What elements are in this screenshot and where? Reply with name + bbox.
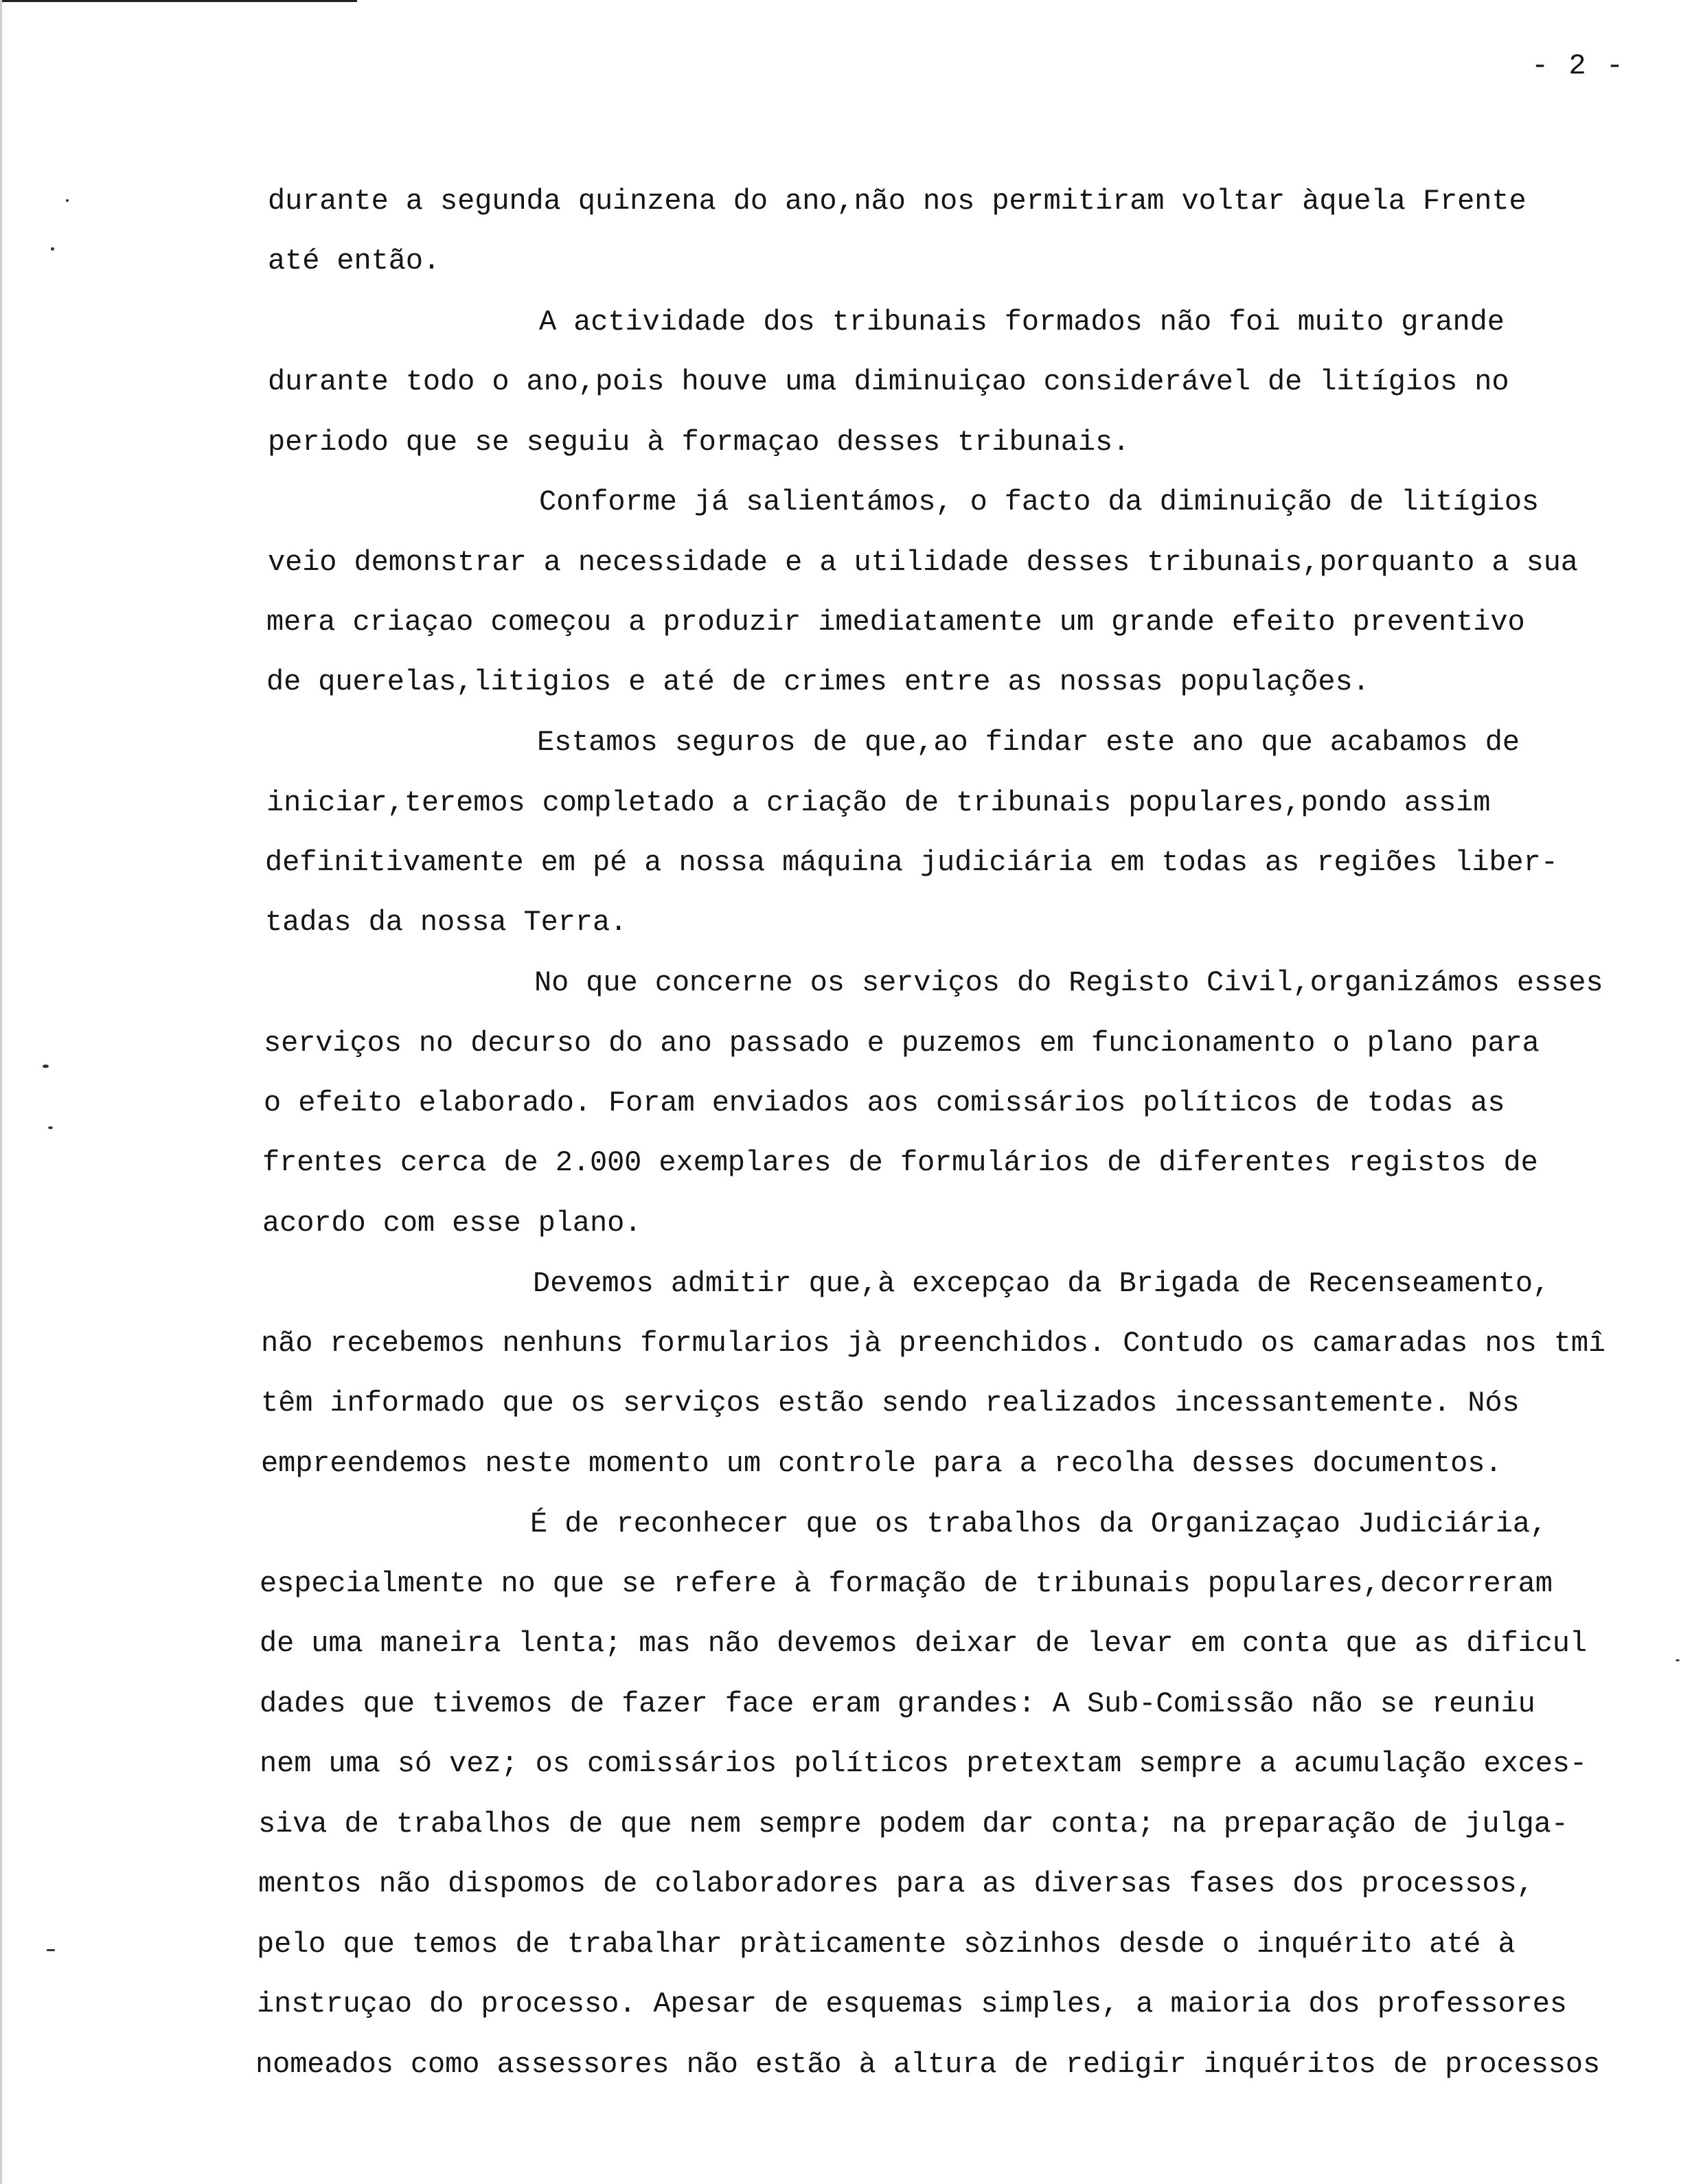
text-line: nomeados como assessores não estão à altura de redigir inquéritos de processos [255,2048,1601,2081]
paragraph-first-line: Conforme já salientámos, o facto da diminuição de litígios [539,486,1540,519]
paragraph-first-line: Estamos seguros de que,ao findar este ano que acabamos de [537,726,1520,759]
left-edge-rule [0,0,2,2184]
paragraph-first-line: No que concerne os serviços do Registo Civil,organizámos esses [534,966,1603,999]
text-line: periodo que se seguiu à formaçao desses tribunais. [268,426,1130,459]
text-line: iniciar,teremos completado a criação de tribunais populares,pondo assim [266,786,1491,819]
text-line: de querelas,litigios e até de crimes entre as nossas populações. [266,666,1370,698]
page-number: - 2 - [1531,49,1625,82]
top-edge-rule [0,0,357,2]
text-line: nem uma só vez; os comissários políticos pretextam sempre a acumulação exces- [260,1747,1588,1780]
text-line: siva de trabalhos de que nem sempre podem dar conta; na preparação de julga- [258,1808,1568,1841]
paper-speck [43,1065,49,1068]
text-line: pelo que temos de trabalhar pràticamente sòzinhos desde o inquérito até à [257,1928,1516,1961]
paragraph-first-line: A actividade dos tribunais formados não foi muito grande [539,306,1505,339]
text-line: acordo com esse plano. [262,1207,642,1240]
text-line: definitivamente em pé a nossa máquina judiciária em todas as regiões liber- [265,846,1558,879]
text-line: de uma maneira lenta; mas não devemos deixar de levar em conta que as dificul [260,1627,1588,1660]
text-line: mera criaçao começou a produzir imediatamente um grande efeito preventivo [266,606,1525,639]
text-line: têm informado que os serviços estão sendo realizados incessantemente. Nós [261,1387,1520,1420]
text-line: especialmente no que se refere à formação de tribunais populares,decorreram [260,1567,1553,1600]
paper-speck [66,199,69,202]
text-line: dades que tivemos de fazer face eram grandes: A Sub-Comissão não se reuniu [260,1687,1535,1720]
paper-speck [47,1949,55,1951]
paper-speck [1676,1659,1680,1661]
text-line: o efeito elaborado. Foram enviados aos comissários políticos de todas as [264,1087,1505,1119]
text-line: mentos não dispomos de colaboradores para as diversas fases dos processos, [258,1867,1534,1900]
text-line: instruçao do processo. Apesar de esquemas simples, a maioria dos professores [257,1988,1567,2021]
paragraph-first-line: É de reconhecer que os trabalhos da Organizaçao Judiciária, [530,1508,1548,1540]
text-line: não recebemos nenhuns formularios jà preenchidos. Contudo os camaradas nos tmî [261,1327,1606,1360]
text-line: durante todo o ano,pois houve uma diminuiçao considerável de litígios no [268,365,1509,398]
text-line: veio demonstrar a necessidade e a utilidade desses tribunais,porquanto a sua [268,546,1578,579]
paper-speck [51,247,54,251]
text-line: durante a segunda quinzena do ano,não nos permitiram voltar àquela Frente [268,185,1527,218]
paper-speck [48,1126,53,1129]
text-line: frentes cerca de 2.000 exemplares de formulários de diferentes registos de [262,1146,1538,1179]
text-line: tadas da nossa Terra. [265,906,628,939]
text-line: serviços no decurso do ano passado e puzemos em funcionamento o plano para [264,1027,1540,1060]
text-line: até então. [268,244,441,277]
text-line: empreendemos neste momento um controle para a recolha desses documentos. [261,1447,1502,1480]
paragraph-first-line: Devemos admitir que,à excepçao da Brigada de Recenseamento, [533,1267,1551,1300]
